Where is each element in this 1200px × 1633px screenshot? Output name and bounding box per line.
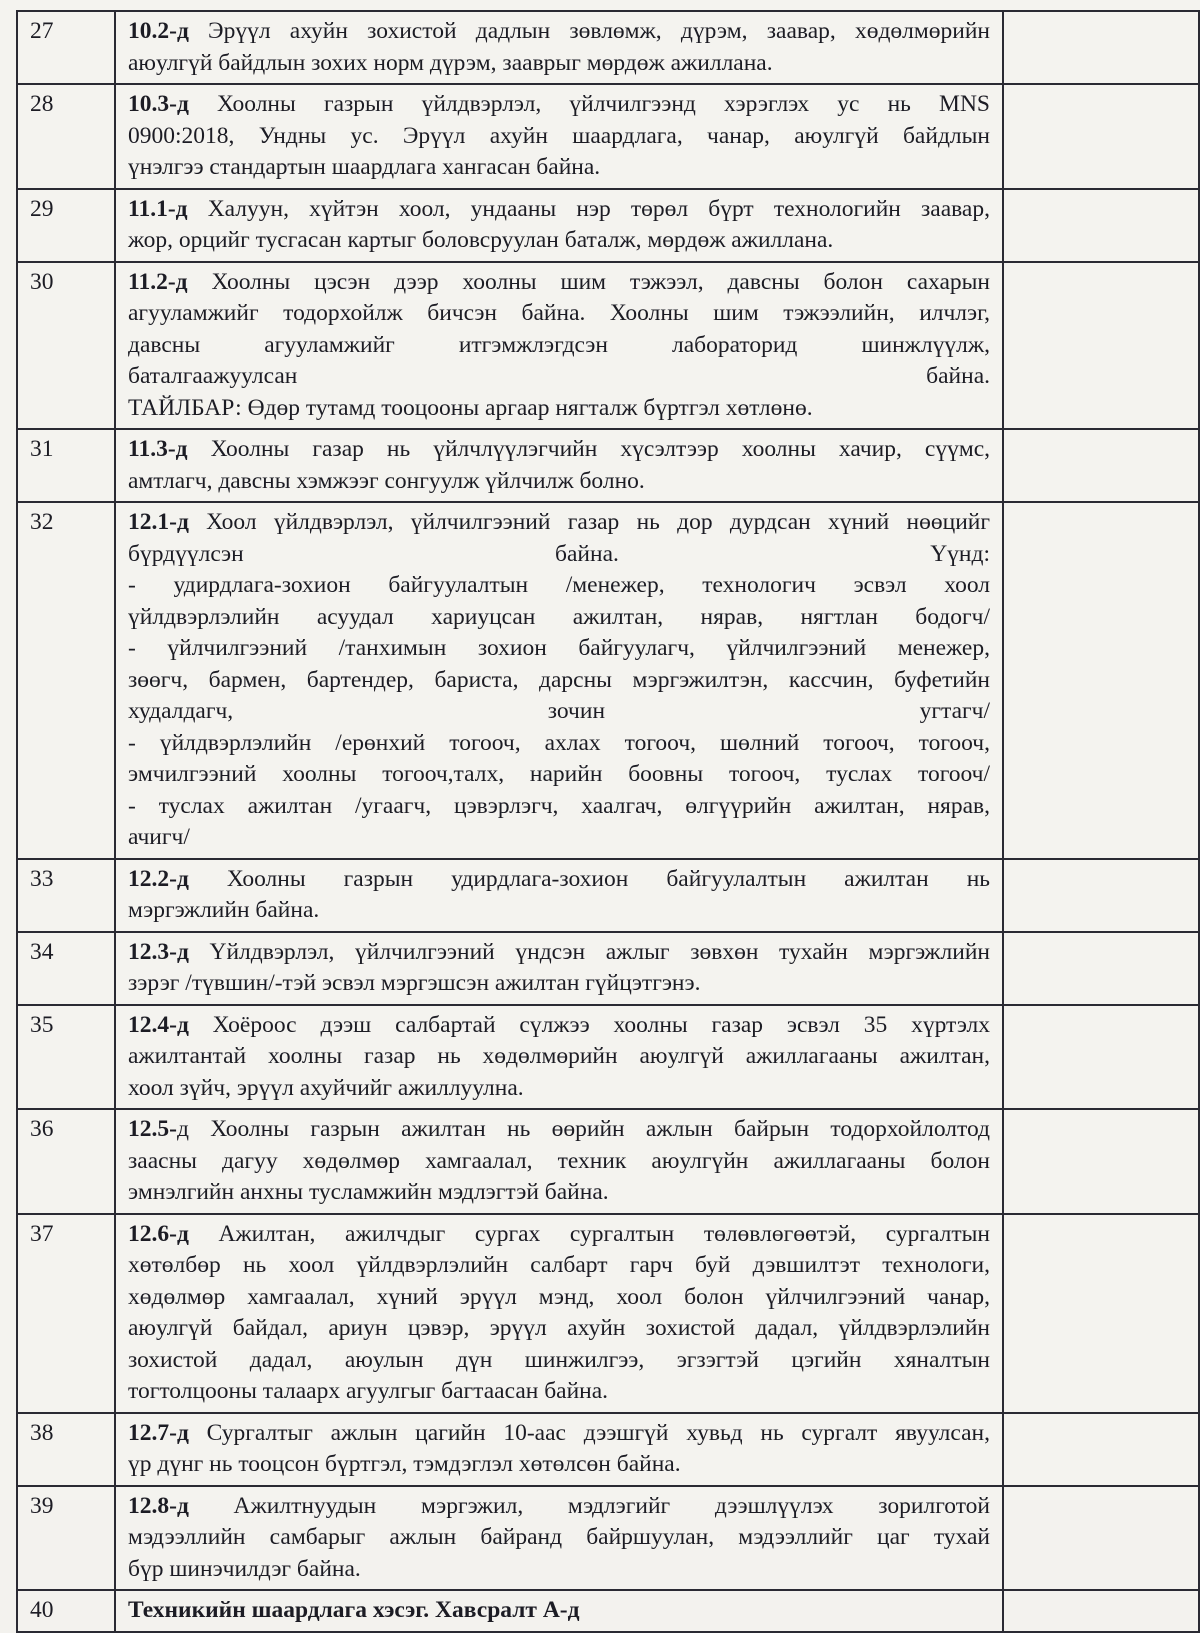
text-line: зэрэг /түвшин/-тэй эсвэл мэргэшсэн ажилтан гүйцэтгэнэ. [128, 970, 701, 996]
row-number: 31 [17, 429, 115, 502]
text-line: зохистой дадал, аюулын дүн шинжилгээ, эгзэгтэй цэгийн хяналтын [128, 1346, 990, 1373]
row-number: 37 [17, 1214, 115, 1413]
text-line: хоол зүйч, эрүүл ахуйчийг ажиллуулна. [128, 1074, 524, 1101]
table-row [17, 11, 1199, 84]
text-line: - туслах ажилтан /угаагч, цэвэрлэгч, хаалгач, өлгүүрийн ажилтан, нярав, [128, 792, 990, 819]
text-line-content: Хоолны газрын үйлдвэрлэл, үйлчилгээнд хэрэглэх ус нь MNS [188, 91, 990, 117]
clause-reference: 12.3-д [128, 938, 189, 965]
requirements-table [16, 10, 1200, 1633]
table-row [17, 84, 1199, 189]
row-number: 35 [17, 1005, 115, 1110]
text-line: амтлагч, давсны хэмжээг сонгуулж үйлчилж болно. [128, 467, 645, 494]
text-line [128, 1010, 990, 1042]
text-line-content: Үйлдвэрлэл, үйлчилгээний үндсэн ажлыг зөвхөн тухайн мэргэжлийн [188, 938, 990, 965]
empty-cell [1003, 1590, 1199, 1632]
row-number: 32 [17, 502, 115, 859]
table-row [17, 1005, 1199, 1110]
text-line: давсны агууламжийг итгэмжлэгдсэн лабораторид шинжлүүлж, [128, 331, 990, 358]
requirement-text [115, 11, 1003, 84]
text-line-content: Эрүүл ахуйн зохистой дадлын зөвлөмж, дүрэм, заавар, хөдөлмөрийн [188, 18, 990, 44]
text-line-content: Ажилтан, ажилчдыг сургах сургалтын төлөвлөгөөтэй, сургалтын [188, 1220, 990, 1247]
clause-reference: 10.3-д [128, 91, 189, 117]
empty-cell [1003, 262, 1199, 430]
requirement-text [115, 1214, 1003, 1413]
empty-cell [1003, 1486, 1199, 1591]
table-row [17, 262, 1199, 430]
empty-cell [1003, 429, 1199, 502]
text-line: - удирдлага-зохион байгуулалтын /менежер, технологич эсвэл хоол [128, 572, 990, 598]
requirement-text [115, 1109, 1003, 1214]
clause-reference: 12.1-д [128, 509, 189, 535]
text-line: эмчилгээний хоолны тогооч,талх, нарийн боовны тогооч, туслах тогооч/ [128, 761, 990, 787]
requirement-text [115, 1590, 1003, 1632]
requirement-text [115, 429, 1003, 502]
text-line [128, 937, 990, 969]
requirements-table-body [17, 11, 1199, 1632]
clause-reference: 12.6-д [128, 1220, 189, 1247]
text-line-content: Халуун, хүйтэн хоол, ундааны нэр төрөл бүрт технологийн заавар, [187, 195, 990, 222]
text-line: ажилтантай хоолны газар нь хөдөлмөрийн аюулгүй ажиллагааны ажилтан, [128, 1043, 990, 1069]
row-number: 38 [17, 1413, 115, 1486]
text-line-content: Хоолны газар нь үйлчлүүлэгчийн хүсэлтээр хоолны хачир, сүүмс, [187, 436, 990, 462]
text-line: үйлдвэрлэлийн асуудал хариуцсан ажилтан, нярав, нягтлан бодогч/ [128, 603, 990, 630]
text-line [128, 1491, 990, 1523]
table-row [17, 1413, 1199, 1486]
text-line [128, 1114, 990, 1146]
text-line [128, 194, 990, 226]
text-line: ачигч/ [128, 824, 190, 850]
text-line-content: Хоолны газрын ажилтан нь өөрийн ажлын байрын тодорхойлолтод [188, 1116, 990, 1142]
text-line: мэдээллийн самбарыг ажлын байранд байршуулан, мэдээллийг цаг тухай [128, 1524, 990, 1550]
text-line [128, 16, 990, 48]
requirement-text [115, 189, 1003, 262]
text-line: жор, орцийг тусгасан картыг боловсруулан баталж, мөрдөж ажиллана. [128, 227, 834, 253]
text-line: бүр шинэчилдэг байна. [128, 1555, 361, 1582]
row-number: 39 [17, 1486, 115, 1591]
row-number: 30 [17, 262, 115, 430]
table-row [17, 1590, 1199, 1632]
empty-cell [1003, 189, 1199, 262]
empty-cell [1003, 1413, 1199, 1486]
text-line: - үйлчилгээний /танхимын зохион байгуулагч, үйлчилгээний менежер, [128, 635, 990, 661]
clause-reference: 11.1-д [128, 195, 188, 222]
row-number: 28 [17, 84, 115, 189]
row-number: 29 [17, 189, 115, 262]
text-line: худалдагч, зочин угтагч/ [128, 698, 990, 724]
table-row [17, 429, 1199, 502]
text-line-content: Хоёроос дээш салбартай сүлжээ хоолны газар эсвэл 35 хүртэлх [188, 1011, 990, 1038]
text-line: бүрдүүлсэн байна. Үүнд: [128, 540, 990, 567]
text-line-content: Ажилтнуудын мэргэжил, мэдлэгийг дээшлүүлэх зорилготой [188, 1492, 990, 1519]
text-line-content: Хоолны газрын удирдлага-зохион байгуулалтын ажилтан нь [188, 865, 990, 892]
clause-reference: 12.8-д [128, 1492, 189, 1519]
text-line: баталгаажуулсан байна. [128, 363, 990, 389]
text-line [128, 1418, 990, 1450]
requirement-text [115, 84, 1003, 189]
text-line: 0900:2018, Ундны ус. Эрүүл ахуйн шаардлага, чанар, аюулгүй байдлын [128, 122, 990, 149]
clause-reference-suffix: д [176, 1116, 189, 1142]
empty-cell [1003, 502, 1199, 859]
text-line [128, 507, 990, 539]
empty-cell [1003, 859, 1199, 932]
text-line: аюулгүй байдлын зохих норм дүрэм, зааврыг мөрдөж ажиллана. [128, 49, 773, 76]
table-row [17, 1214, 1199, 1413]
text-line: хөтөлбөр нь хоол үйлдвэрлэлийн салбарт гарч буй дэвшилтэт технологи, [128, 1252, 990, 1278]
requirement-text [115, 262, 1003, 430]
text-line [128, 89, 990, 121]
text-line: үнэлгээ стандартын шаардлага хангасан байна. [128, 154, 601, 180]
clause-reference: 11.3-д [128, 436, 188, 462]
row-number: 34 [17, 932, 115, 1005]
text-line: агууламжийг тодорхойлж бичсэн байна. Хоолны шим тэжээлийн, илчлэг, [128, 300, 990, 326]
text-line: эмнэлгийн анхны тусламжийн мэдлэгтэй байна. [128, 1179, 609, 1205]
text-line: тогтолцооны талаарх агуулгыг багтаасан байна. [128, 1378, 609, 1404]
empty-cell [1003, 1214, 1199, 1413]
text-line-content: Хоолны цэсэн дээр хоолны шим тэжээл, давсны болон сахарын [187, 268, 990, 295]
text-line: мэргэжлийн байна. [128, 897, 320, 923]
text-line: зөөгч, бармен, бартендер, бариста, дарсны мэргэжилтэн, кассчин, буфетийн [128, 666, 990, 693]
text-line-content: Хоол үйлдвэрлэл, үйлчилгээний газар нь дор дурдсан хүний нөөцийг [188, 509, 990, 535]
text-line [128, 864, 990, 896]
clause-reference: 10.2-д [128, 18, 189, 44]
row-number: 33 [17, 859, 115, 932]
empty-cell [1003, 84, 1199, 189]
requirement-text [115, 859, 1003, 932]
table-row [17, 502, 1199, 859]
table-row [17, 189, 1199, 262]
table-row [17, 932, 1199, 1005]
requirement-text [115, 1005, 1003, 1110]
requirement-text [115, 1413, 1003, 1486]
text-line: ТАЙЛБАР: Өдөр тутамд тооцооны аргаар нягталж бүртгэл хөтлөнө. [128, 394, 813, 421]
row-number: 27 [17, 11, 115, 84]
text-line-content: Сургалтыг ажлын цагийн 10-аас дээшгүй хувьд нь сургалт явуулсан, [188, 1419, 990, 1446]
text-line [128, 267, 990, 299]
requirement-text [115, 1486, 1003, 1591]
empty-cell [1003, 1109, 1199, 1214]
requirement-text [115, 502, 1003, 859]
clause-reference: 12.2-д [128, 865, 189, 892]
text-line: хөдөлмөр хамгаалал, хүний эрүүл мэнд, хоол болон үйлчилгээний чанар, [128, 1283, 990, 1310]
text-line: - үйлдвэрлэлийн /ерөнхий тогооч, ахлах тогооч, шөлний тогооч, тогооч, [128, 729, 990, 756]
text-line: заасны дагуу хөдөлмөр хамгаалал, техник аюулгүйн ажиллагааны болон [128, 1147, 990, 1174]
empty-cell [1003, 932, 1199, 1005]
row-number: 40 [17, 1590, 115, 1632]
empty-cell [1003, 11, 1199, 84]
requirement-text [115, 932, 1003, 1005]
clause-reference: 11.2-д [128, 268, 188, 295]
table-row [17, 1109, 1199, 1214]
clause-reference: 12.5- [128, 1116, 177, 1142]
empty-cell [1003, 1005, 1199, 1110]
table-row [17, 1486, 1199, 1591]
row-number: 36 [17, 1109, 115, 1214]
text-line [128, 434, 990, 466]
text-line: үр дүнг нь тооцсон бүртгэл, тэмдэглэл хөтөлсөн байна. [128, 1451, 681, 1477]
clause-reference: 12.7-д [128, 1419, 189, 1446]
clause-reference: Техникийн шаардлага хэсэг. Хавсралт А-д [128, 1597, 580, 1623]
text-line: аюулгүй байдал, ариун цэвэр, эрүүл ахуйн зохистой дадал, үйлдвэрлэлийн [128, 1315, 990, 1341]
text-line [128, 1219, 990, 1251]
clause-reference: 12.4-д [128, 1011, 189, 1038]
table-row [17, 859, 1199, 932]
